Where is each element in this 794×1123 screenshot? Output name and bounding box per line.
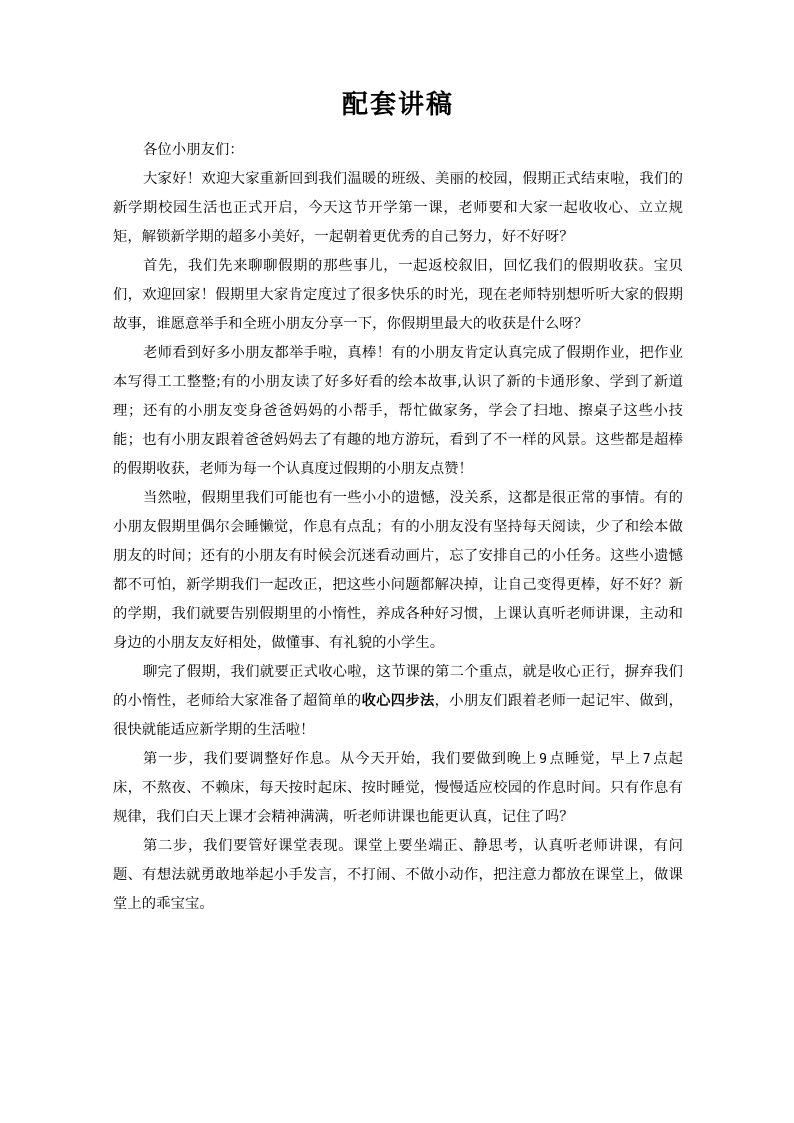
numeric-value: 7 [642, 752, 651, 767]
paragraph-1: 大家好！欢迎大家重新回到我们温暖的班级、美丽的校园，假期正式结束啦，我们的新学期校园生活也正式开启，今天这节开学第一课，老师要和大家一起收收心、立立规矩，解锁新学期的超多小美好，一起朝着更优秀的自己努力，好不好呀？ [113, 171, 683, 245]
document-body [113, 88, 683, 919]
paragraph-6: 第一步，我们要调整好作息。从今天开始，我们要做到晚上 9 点睡觉，早上 7 点起床，不熬夜、不赖床，每天按时起床、按时睡觉，慢慢适应校园的作息时间。只有作息有规律，我们白天上课才会精神满满，听老师讲课也能更认真，记住了吗？ [113, 751, 683, 825]
paragraph-3: 老师看到好多小朋友都举手啦，真棒！有的小朋友肯定认真完成了假期作业，把作业本写得工工整整;有的小朋友读了好多好看的绘本故事,认识了新的卡通形象、学到了新道理；还有的小朋友变身爸爸妈妈的小帮手，帮忙做家务，学会了扫地、擦桌子这些小技能；也有小朋友跟着爸爸妈妈去了有趣的地方游玩，看到了不一样的风景。这些都是超棒的假期收获，老师为每一个认真度过假期的小朋友点赞！ [113, 345, 683, 477]
paragraph-2: 首先，我们先来聊聊假期的那些事儿，一起返校叙旧，回忆我们的假期收获。宝贝们，欢迎回家！假期里大家肯定度过了很多快乐的时光，现在老师特别想听听大家的假期故事，谁愿意举手和全班小朋友分享一下，你假期里最大的收获是什么呀？ [113, 258, 683, 332]
paragraph-7: 第二步，我们要管好课堂表现。课堂上要坐端正、静思考，认真听老师讲课，有问题、有想法就勇敢地举起小手发言，不打闹、不做小动作，把注意力都放在课堂上，做课堂上的乖宝宝。 [113, 838, 683, 912]
page-title: 配套讲稿 [341, 90, 454, 120]
emphasized-text: 收心四步法 [361, 693, 435, 709]
paragraph-4: 当然啦，假期里我们可能也有一些小小的遗憾，没关系，这都是很正常的事情。有的小朋友假期里偶尔会睡懒觉，作息有点乱；有的小朋友没有坚持每天阅读，少了和绘本做朋友的时间；还有的小朋友有时候会沉迷看动画片，忘了安排自己的小任务。这些小遗憾都不可怕，新学期我们一起改正，把这些小问题都解决掉，让自己变得更棒，好不好？新的学期，我们就要告别假期里的小惰性，养成各种好习惯，上课认真听老师讲课，主动和身边的小朋友友好相处，做懂事、有礼貌的小学生。 [113, 490, 683, 651]
numeric-value: 9 [539, 752, 548, 767]
paragraph-5: 聊完了假期，我们就要正式收心啦，这节课的第二个重点，就是收心正行，摒弃我们的小惰性，老师给大家准备了超简单的收心四步法，小朋友们跟着老师一起记牢、做到，很快就能适应新学期的生活啦！ [113, 664, 684, 738]
salutation-line: 各位小朋友们： [143, 142, 244, 158]
